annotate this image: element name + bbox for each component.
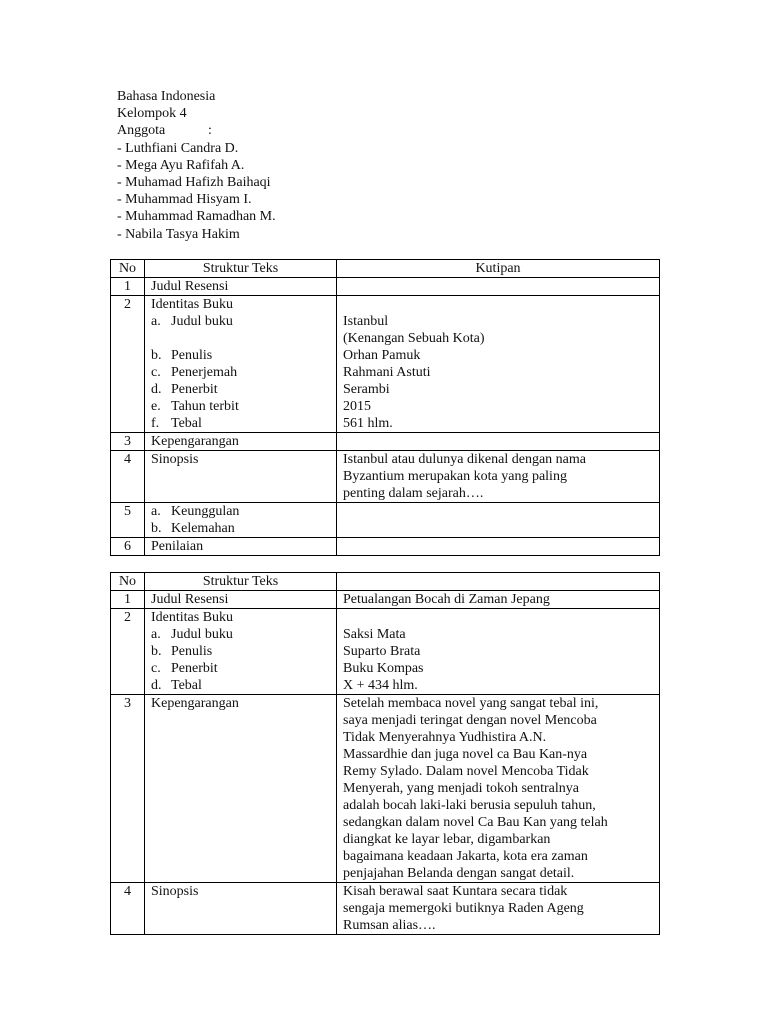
kutipan-line: diangkat ke layar lebar, digambarkan [343,832,551,847]
header-struktur: Struktur Teks [145,573,337,591]
kutipan-line: Menyerah, yang menjadi tokoh sentralnya [343,781,579,796]
book-value: Rahmani Astuti [343,365,431,380]
table-row [111,538,660,556]
row-kutipan [337,609,660,695]
sub-item [151,415,330,432]
member-item: - Luthfiani Candra D. [117,140,239,156]
row-struktur: Sinopsis [145,883,337,935]
sub-item [151,364,330,381]
subject-title: Bahasa Indonesia [117,89,216,104]
row-kutipan [337,883,660,935]
kutipan-line: Kisah berawal saat Kuntara secara tidak [343,884,568,899]
kutipan-line: Rumsan alias…. [343,918,436,933]
row-no: 2 [111,609,145,695]
sub-letter: a. [151,504,161,519]
row-no: 1 [111,278,145,296]
book-value: Suparto Brata [343,644,421,659]
sub-letter: d. [151,382,162,397]
sub-item [151,347,330,364]
sub-label: Penerjemah [171,365,238,380]
sub-letter: e. [151,399,161,414]
table-row [111,695,660,883]
sub-item [151,503,330,520]
members-colon: : [208,123,212,139]
sub-item [151,381,330,398]
kutipan-line: saya menjadi teringat dengan novel Mencoba [343,713,597,728]
sub-letter: b. [151,521,162,536]
book-value: 561 hlm. [343,416,393,431]
row-kutipan [337,296,660,433]
book-value: Orhan Pamuk [343,348,421,363]
member-item: - Mega Ayu Rafifah A. [117,157,245,173]
member-item: - Muhammad Hisyam I. [117,192,252,208]
row-struktur: Kepengarangan [145,433,337,451]
header-no: No [111,573,145,591]
table-row [111,883,660,935]
row-kutipan: Petualangan Bocah di Zaman Jepang [337,591,660,609]
row-struktur-title: Identitas Buku [151,297,234,312]
table-row [111,503,660,538]
document-header [117,88,517,243]
table-row [111,296,660,433]
row-kutipan [337,503,660,538]
sub-item [151,643,330,660]
kutipan-line: penting dalam sejarah…. [343,486,484,501]
sub-letter: a. [151,627,161,642]
table-header-row [111,573,660,591]
kutipan-line: sedangkan dalam novel Ca Bau Kan yang telah [343,815,608,830]
row-struktur: Sinopsis [145,451,337,503]
row-struktur: Judul Resensi [145,591,337,609]
sub-letter: f. [151,416,160,431]
book-value: (Kenangan Sebuah Kota) [343,331,485,346]
kutipan-line: Setelah membaca novel yang sangat tebal ini, [343,696,599,711]
book-value: Saksi Mata [343,627,406,642]
row-struktur [145,609,337,695]
row-no: 3 [111,695,145,883]
members-heading [117,122,517,139]
sub-letter: b. [151,348,162,363]
sub-label: Keunggulan [171,504,240,519]
row-no: 4 [111,451,145,503]
table-row [111,433,660,451]
row-struktur: Penilaian [145,538,337,556]
kutipan-line: Istanbul atau dulunya dikenal dengan nama [343,452,586,467]
book-value: Istanbul [343,314,389,329]
sub-item [151,626,330,643]
row-struktur: Judul Resensi [145,278,337,296]
sub-letter: b. [151,644,162,659]
header-struktur: Struktur Teks [145,260,337,278]
row-struktur [145,296,337,433]
row-kutipan [337,451,660,503]
row-no: 4 [111,883,145,935]
book-value: Buku Kompas [343,661,424,676]
book-value: Serambi [343,382,390,397]
sub-label: Tebal [171,416,202,431]
sub-item [151,520,330,537]
row-no: 1 [111,591,145,609]
row-no: 5 [111,503,145,538]
sub-item [151,398,330,415]
sub-label: Penulis [171,348,213,363]
row-no: 2 [111,296,145,433]
sub-label: Tebal [171,678,202,693]
row-struktur-title: Identitas Buku [151,610,234,625]
sub-item [151,660,330,677]
table-row [111,591,660,609]
kutipan-line: bagaimana keadaan Jakarta, kota era zaman [343,849,588,864]
row-no: 3 [111,433,145,451]
review-table-2 [110,572,660,935]
row-kutipan [337,695,660,883]
sub-label: Kelemahan [171,521,235,536]
kutipan-line: Tidak Menyerahnya Yudhistira A.N. [343,730,547,745]
review-table-1 [110,259,660,556]
header-kutipan: Kutipan [337,260,660,278]
sub-label: Penulis [171,644,213,659]
book-value: X + 434 hlm. [343,678,418,693]
kutipan-line: Remy Sylado. Dalam novel Mencoba Tidak [343,764,589,779]
table-row [111,278,660,296]
sub-label: Penerbit [171,661,218,676]
sub-letter: a. [151,314,161,329]
table-row [111,451,660,503]
sub-label: Tahun terbit [171,399,239,414]
member-item: - Muhamad Hafizh Baihaqi [117,174,271,190]
kutipan-line: sengaja memergoki butiknya Raden Ageng [343,901,584,916]
book-value: 2015 [343,399,371,414]
sub-letter: c. [151,661,161,676]
sub-letter: c. [151,365,161,380]
row-no: 6 [111,538,145,556]
members-label: Anggota [117,123,166,139]
row-struktur: Kepengarangan [145,695,337,883]
sub-letter: d. [151,678,162,693]
sub-label: Judul buku [171,314,233,329]
kutipan-line: penjajahan Belanda dengan sangat detail. [343,866,575,881]
header-kutipan [337,573,660,591]
table-header-row [111,260,660,278]
sub-label: Penerbit [171,382,218,397]
sub-label: Judul buku [171,627,233,642]
row-kutipan [337,278,660,296]
table-row [111,609,660,695]
kutipan-line: Byzantium merupakan kota yang paling [343,469,567,484]
sub-item [151,313,330,330]
row-kutipan [337,538,660,556]
member-item: - Nabila Tasya Hakim [117,226,240,242]
row-kutipan [337,433,660,451]
row-struktur [145,503,337,538]
header-no: No [111,260,145,278]
sub-item [151,677,330,694]
kutipan-line: adalah bocah laki-laki berusia sepuluh tahun, [343,798,596,813]
group-title: Kelompok 4 [117,106,187,122]
member-item: - Muhammad Ramadhan M. [117,209,276,225]
kutipan-line: Massardhie dan juga novel ca Bau Kan-nya [343,747,588,762]
